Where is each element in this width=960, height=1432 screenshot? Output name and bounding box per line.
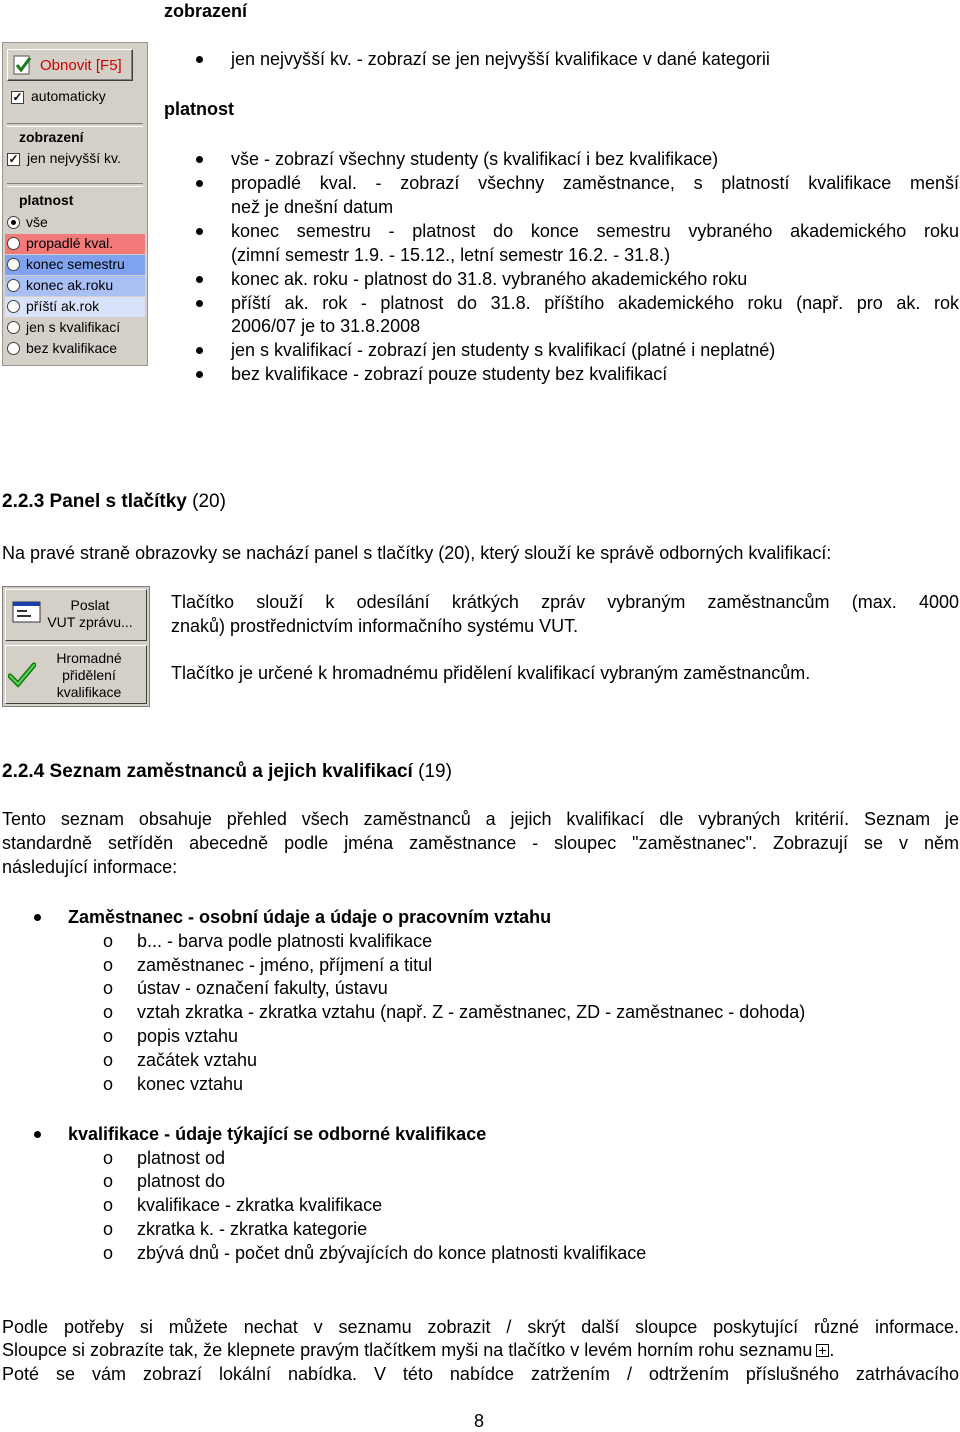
list-item: ústav - označení fakulty, ústavu [137,978,388,998]
list-item-continuation: 2006/07 je to 31.8.2008 [231,316,421,336]
list-item: vztah zkratka - zkratka vztahu (např. Z - zaměstnanec, ZD - zaměstnanec - dohoda) [137,1002,806,1022]
group-title-employee: Zaměstnanec - osobní údaje a údaje o pracovním vztahu [68,907,552,927]
bullet-dot [196,56,203,63]
radio-label: konec semestru [26,256,125,272]
list-item-continuation: než je dnešní datum [231,197,394,217]
list-item: jen nejvyšší kv. - zobrazí se jen nejvyšší kvalifikace v dané kategorii [231,49,770,69]
refresh-icon [12,55,34,75]
button-panel [2,586,150,707]
bulk-button-line1: Hromadné [56,650,122,666]
group-zobrazeni: zobrazení [19,129,84,145]
group-platnost: platnost [19,192,74,208]
auto-checkbox[interactable]: ✓ [12,90,23,104]
list-item: začátek vztahu [137,1050,258,1070]
sub-marker: o [103,931,114,951]
list-item: zaměstnanec - jméno, příjmení a titul [137,955,433,975]
list-item-continuation: (zimní semestr 1.9. - 15.12., letní semestr 16.2. - 31.8.) [231,245,671,265]
radio-button[interactable] [7,300,20,313]
bullet-dot [196,180,203,187]
sub-marker: o [103,1148,114,1168]
final-line-text: Sloupce si zobrazíte tak, že klepnete pravým tlačítkem myši na tlačítko v levém horním rohu seznamu [2,1340,813,1360]
radio-label: bez kvalifikace [26,340,118,356]
list-item: vše - zobrazí všechny studenty (s kvalifikací i bez kvalifikace) [231,149,719,169]
radio-label: jen s kvalifikací [26,319,121,335]
list-item: kvalifikace - zkratka kvalifikace [137,1195,383,1215]
bulk-assign-button[interactable] [5,645,147,704]
radio-pristi-ak-rok[interactable] [5,297,145,317]
radio-button[interactable] [7,279,20,292]
section-number: 2.2.4 [2,761,45,782]
final-line-period: . [829,1340,835,1360]
heading-zobrazeni: zobrazení [164,1,248,21]
list-item: bez kvalifikace - zobrazí pouze studenty bez kvalifikací [231,364,668,384]
list-item: konec vztahu [137,1074,244,1094]
sub-marker: o [103,1219,114,1239]
sub-marker: o [103,955,114,975]
radio-button[interactable] [7,258,20,271]
section-heading-223 [2,491,226,513]
paragraph-line: následující informace: [2,857,178,877]
final-paragraph-line: Podle potřeby si můžete nechat v seznamu zobrazit / skrýt další sloupce poskytující různé informace. [2,1317,959,1337]
radio-button[interactable] [7,237,20,250]
list-item: platnost do [137,1171,226,1191]
radio-label: příští ak.rok [26,298,100,314]
paragraph-line: Tento seznam obsahuje přehled všech zaměstnanců a jejich kvalifikací dle vybraných kritérií. Seznam je [2,809,959,829]
section-ref: (19) [418,761,452,782]
radio-konec-semestru[interactable] [5,255,145,275]
highest-label: jen nejvyšší kv. [27,150,121,166]
page-number: 8 [474,1411,485,1431]
list-item: propadlé kval. - zobrazí všechny zaměstnance, s platností kvalifikace menší [231,173,959,193]
bullet-dot [196,371,203,378]
radio-label: vše [26,214,48,230]
radio-button[interactable] [7,342,20,355]
section-number: 2.2.3 [2,491,45,512]
final-paragraph-line [2,1339,959,1361]
section-title: Panel s tlačítky [49,491,187,512]
final-paragraph-line: Poté se vám zobrazí lokální nabídka. V této nabídce zatržením / odtržením příslušného zatrhávacího [2,1364,959,1384]
bulk-button-line2: přidělení [62,667,116,683]
section-heading-224 [2,761,452,783]
button-desc-1: Tlačítko slouží k odesílání krátkých zpráv vybraným zaměstnancům (max. 4000 [171,592,959,612]
radio-bez-kvalifikace[interactable] [5,339,145,359]
bullet-dot [34,1131,41,1138]
bullet-dot [196,347,203,354]
list-item: popis vztahu [137,1026,239,1046]
group-title-qualification: kvalifikace - údaje týkající se odborné kvalifikace [68,1124,487,1144]
sub-marker: o [103,1171,114,1191]
radio-label: konec ak.roku [26,277,114,293]
list-item: konec ak. roku - platnost do 31.8. vybraného akademického roku [231,269,748,289]
sub-marker: o [103,1002,114,1022]
list-item: konec semestru - platnost do konce semestru vybraného akademického roku [231,221,959,241]
bullet-dot [196,300,203,307]
button-desc-1-cont: znaků) prostřednictvím informačního systému VUT. [171,616,579,636]
section-ref: (20) [192,491,226,512]
sub-marker: o [103,1026,114,1046]
separator [7,183,143,187]
radio-button[interactable] [7,321,20,334]
list-item: zbývá dnů - počet dnů zbývajících do konce platnosti kvalifikace [137,1243,647,1263]
send-button-line1: Poslat [70,597,110,613]
expand-plus-icon [816,1344,829,1357]
bullet-dot [196,228,203,235]
radio-propadle[interactable] [5,234,145,254]
list-item: jen s kvalifikací - zobrazí jen studenty s kvalifikací (platné i neplatné) [231,340,776,360]
section-223-intro: Na pravé straně obrazovky se nachází panel s tlačítky (20), který slouží ke správě odborných kvalifikací: [2,543,832,563]
list-item: b... - barva podle platnosti kvalifikace [137,931,433,951]
sub-marker: o [103,1074,114,1094]
radio-konec-ak-roku[interactable] [5,276,145,296]
list-item: zkratka k. - zkratka kategorie [137,1219,368,1239]
filter-panel [2,42,148,366]
message-icon [12,600,42,628]
refresh-button[interactable] [7,49,133,81]
separator [7,123,143,127]
radio-button[interactable] [7,216,20,229]
sub-marker: o [103,1195,114,1215]
sub-marker: o [103,1243,114,1263]
bullet-dot [34,914,41,921]
checkmark-icon [8,662,36,692]
radio-jen-s-kvalifikaci[interactable] [5,318,145,338]
bullet-dot [196,276,203,283]
list-item: platnost od [137,1148,226,1168]
radio-label: propadlé kval. [26,235,114,251]
sub-marker: o [103,978,114,998]
refresh-button-label: Obnovit [F5] [40,57,122,74]
list-item: příští ak. rok - platnost do 31.8. příštího akademického roku (např. pro ak. rok [231,293,959,313]
radio-vse[interactable] [5,213,145,233]
button-desc-2: Tlačítko je určené k hromadnému přidělení kvalifikací vybraným zaměstnancům. [171,663,811,683]
bullet-dot [196,156,203,163]
section-title: Seznam zaměstnanců a jejich kvalifikací [49,761,413,782]
paragraph-line: standardně setříděn abecedně podle jména zaměstnance - sloupec "zaměstnanec". Zobrazují se v něm [2,833,959,853]
sub-marker: o [103,1050,114,1070]
bulk-button-line3: kvalifikace [56,684,122,700]
send-button-line2: VUT zprávu... [47,614,133,630]
send-message-button[interactable] [5,589,147,641]
heading-platnost: platnost [164,99,234,119]
auto-label: automaticky [31,88,106,104]
highest-checkbox[interactable]: ✓ [8,152,19,166]
